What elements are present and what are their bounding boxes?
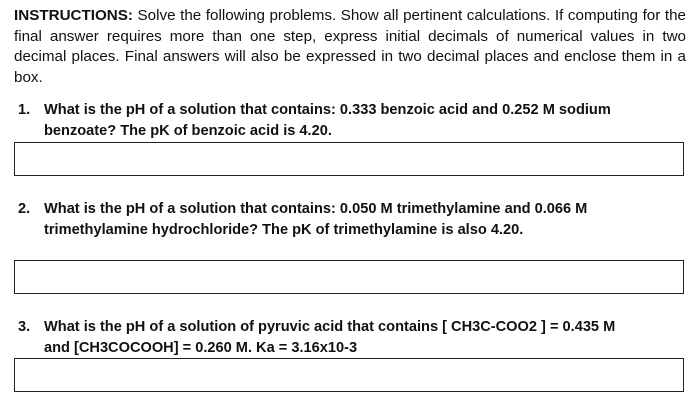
answer-box-3[interactable] [14, 358, 684, 392]
question-3-number: 3. [18, 319, 31, 335]
question-2 [18, 199, 618, 240]
question-3 [18, 317, 638, 358]
instructions-heading: INSTRUCTIONS: [14, 7, 133, 24]
question-3-text: What is the pH of a solution of pyruvic acid that contains [ CH3C-COO2 ] = 0.435 M and [CH3COCOOH] = 0.260 M. Ka = 3.16x10-3 [44, 319, 616, 356]
answer-box-1[interactable] [14, 142, 684, 176]
question-1-number: 1. [18, 102, 31, 118]
answer-box-2[interactable] [14, 260, 684, 294]
question-1-text: What is the pH of a solution that contains: 0.333 benzoic acid and 0.252 M sodium benzoate? The pK of benzoic acid is 4.20. [44, 102, 611, 139]
instructions-paragraph [14, 6, 686, 88]
question-2-text: What is the pH of a solution that contains: 0.050 M trimethylamine and 0.066 M trimethylamine hydrochloride? The pK of trimethylamine is also 4.20. [44, 201, 588, 238]
instructions-text: Solve the following problems. Show all pertinent calculations. If computing for the final answer requires more than one step, express initial decimals of numerical values in two decimal places. Final answers will also be expressed in two decimal places and enclose them in a box. [14, 7, 686, 86]
question-2-number: 2. [18, 201, 31, 217]
question-1 [18, 100, 618, 141]
